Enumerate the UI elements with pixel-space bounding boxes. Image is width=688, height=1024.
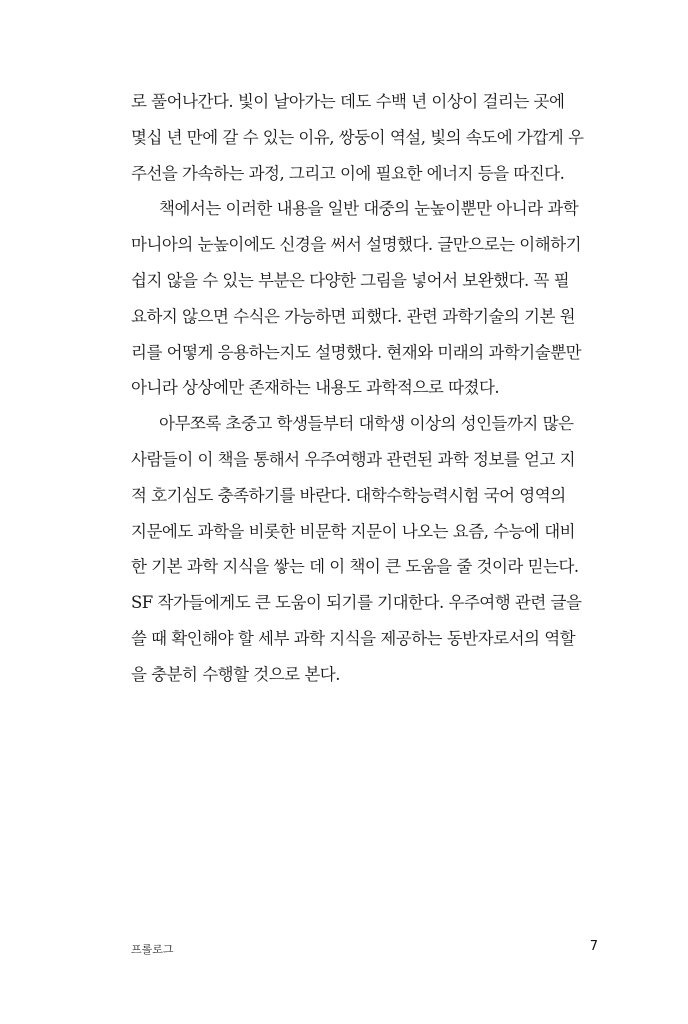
- paragraph-first-line: 아무쪼록 초중고 학생들부터 대학생 이상의 성인들까지 많은: [159, 414, 574, 434]
- text-line: 요하지 않으면 수식은 가능하면 피했다. 관련 과학기술의 기본 원: [131, 306, 576, 326]
- text-line: 마니아의 눈높이에도 신경을 써서 설명했다. 글만으로는 이해하기: [131, 235, 582, 255]
- text-line: 로 풀어나간다. 빛이 날아가는 데도 수백 년 이상이 걸리는 곳에: [131, 92, 565, 111]
- text-line: 한 기본 과학 지식을 쌓는 데 이 책이 큰 도움을 줄 것이라 믿는다.: [131, 557, 579, 577]
- text-line: 리를 어떻게 응용하는지도 설명했다. 현재와 미래의 과학기술뿐만: [131, 342, 582, 362]
- text-line: 적 호기심도 충족하기를 바란다. 대학수학능력시험 국어 영역의: [131, 485, 566, 505]
- text-line: 몇십 년 만에 갈 수 있는 이유, 쌍둥이 역설, 빛의 속도에 가깝게 우: [131, 127, 584, 147]
- page-number: 7: [589, 939, 598, 954]
- paragraph-first-line: 책에서는 이러한 내용을 일반 대중의 눈높이뿐만 아니라 과학: [159, 199, 579, 219]
- text-line: 쓸 때 확인해야 할 세부 과학 지식을 제공하는 동반자로서의 역할: [131, 628, 576, 648]
- text-line: 쉽지 않을 수 있는 부분은 다양한 그림을 넣어서 보완했다. 꼭 필: [131, 270, 570, 290]
- text-line: 사람들이 이 책을 통해서 우주여행과 관련된 과학 정보를 얻고 지: [131, 449, 576, 469]
- text-line: 주선을 가속하는 과정, 그리고 이에 필요한 에너지 등을 따진다.: [131, 163, 565, 183]
- text-line: SF 작가들에게도 큰 도움이 되기를 기대한다. 우주여행 관련 글을: [131, 593, 582, 613]
- footer-section-title: 프롤로그: [131, 943, 174, 956]
- text-line: 지문에도 과학을 비롯한 비문학 지문이 나오는 요즘, 수능에 대비: [131, 521, 576, 541]
- body-text: [131, 84, 611, 693]
- text-line: 아니라 상상에만 존재하는 내용도 과학적으로 따졌다.: [131, 378, 500, 398]
- text-line: 을 충분히 수행할 것으로 본다.: [131, 664, 340, 684]
